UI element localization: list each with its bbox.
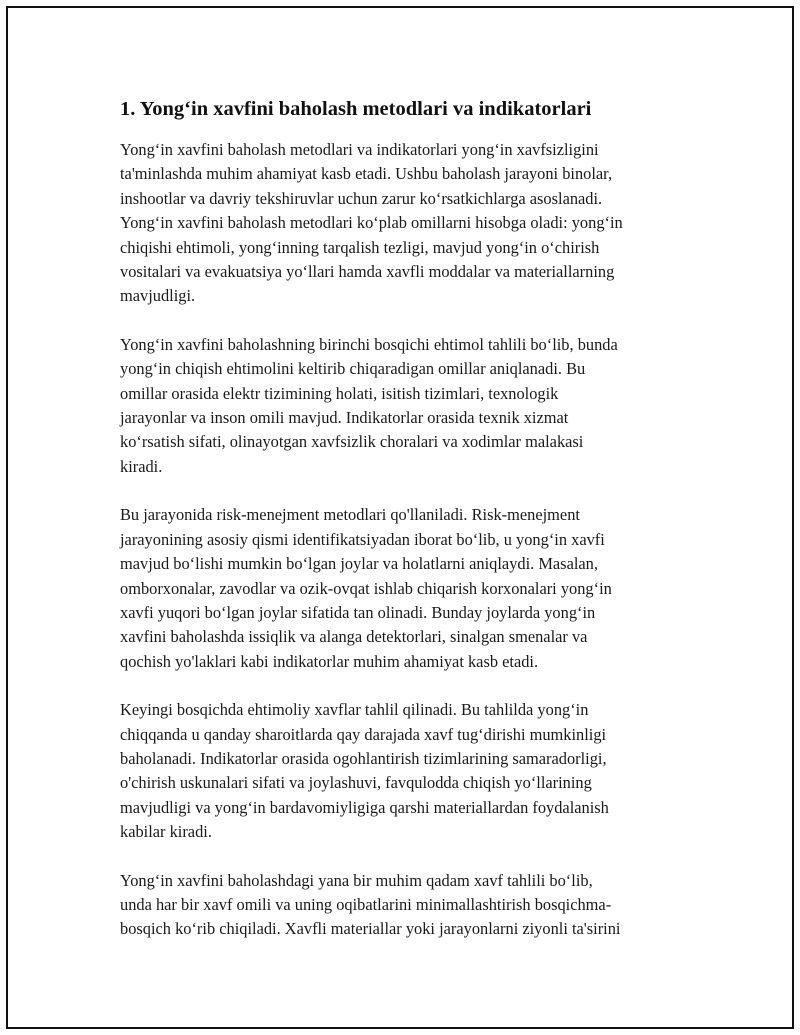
text-line: Bu jarayonida risk-menejment metodlari qo'llaniladi. Risk-menejment: [120, 505, 580, 525]
text-line: yong‘in chiqish ehtimolini keltirib chiqaradigan omillar aniqlanadi. Bu: [120, 359, 586, 379]
text-line: inshootlar va davriy tekshiruvlar uchun zarur ko‘rsatkichlarga asoslanadi.: [120, 188, 603, 208]
text-line: qochish yo'laklari kabi indikatorlar muhim ahamiyat kasb etadi.: [120, 651, 539, 671]
text-line: ko‘rsatish sifati, olinayotgan xavfsizlik choralari va xodimlar malakasi: [120, 432, 584, 452]
text-line: mavjud bo‘lishi mumkin bo‘lgan joylar va holatlarni aniqlaydi. Masalan,: [120, 554, 598, 574]
text-line: baholanadi. Indikatorlar orasida ogohlantirish tizimlarining samaradorligi,: [120, 748, 607, 768]
text-line: Yong‘in xavfini baholash metodlari va indikatorlari yong‘in xavfsizligini: [120, 140, 599, 159]
text-line: omborxonalar, zavodlar va ozik-ovqat ishlab chiqarish korxonalari yong‘in: [120, 578, 612, 598]
text-line: kabilar kiradi.: [120, 822, 212, 842]
text-line: xavfi yuqori bo‘lgan joylar sifatida tan olinadi. Bunday joylarda yong‘in: [120, 602, 596, 622]
text-line: Keyingi bosqichda ehtimoliy xavflar tahlil qilinadi. Bu tahlilda yong‘in: [120, 700, 589, 720]
text-line: Yong‘in xavfini baholash metodlari ko‘plab omillarni hisobga oladi: yong‘in: [120, 213, 623, 233]
text-line: chiqqanda u qanday sharoitlarda qay darajada xavf tug‘dirishi mumkinligi: [120, 724, 607, 744]
text-line: kiradi.: [120, 456, 163, 476]
text-line: Yong‘in xavfini baholashning birinchi bosqichi ehtimol tahlili bo‘lib, bunda: [120, 334, 618, 354]
paragraph-4: [120, 698, 700, 844]
section-heading: 1. Yong‘in xavfini baholash metodlari va indikatorlari: [120, 98, 592, 120]
document-page: [6, 6, 794, 1029]
paragraph-5: [120, 869, 700, 942]
document-body: [120, 96, 700, 966]
text-line: jarayonlar va inson omili mavjud. Indikatorlar orasida texnik xizmat: [120, 408, 569, 428]
text-line: chiqishi ehtimoli, yong‘inning tarqalish tezligi, mavjud yong‘in o‘chirish: [120, 237, 600, 257]
paragraph-1: [120, 138, 700, 309]
text-line: unda har bir xavf omili va uning oqibatlarini minimallashtirish bosqichma-: [120, 894, 612, 914]
paragraph-2: [120, 333, 700, 479]
text-line: o'chirish uskunalari sifati va joylashuvi, favqulodda chiqish yo‘llarining: [120, 773, 592, 793]
text-line: mavjudligi va yong‘in bardavomiyligiga qarshi materiallardan foydalanish: [120, 797, 609, 817]
paragraph-3: [120, 503, 700, 674]
text-line: Yong‘in xavfini baholashdagi yana bir muhim qadam xavf tahlili bo‘lib,: [120, 870, 593, 890]
text-line: ta'minlashda muhim ahamiyat kasb etadi. Ushbu baholash jarayoni binolar,: [120, 164, 613, 184]
text-line: bosqich ko‘rib chiqiladi. Xavfli materiallar yoki jarayonlarni ziyonli ta'sirini: [120, 919, 621, 939]
text-line: jarayonining asosiy qismi identifikatsiyadan iborat bo‘lib, u yong‘in xavfi: [120, 529, 605, 549]
text-line: xavfini baholashda issiqlik va alanga detektorlari, sinalgan smenalar va: [120, 627, 588, 647]
text-line: omillar orasida elektr tizimining holati, isitish tizimlari, texnologik: [120, 383, 559, 403]
text-line: mavjudligi.: [120, 286, 196, 306]
text-line: vositalari va evakuatsiya yo‘llari hamda xavfli moddalar va materiallarning: [120, 262, 615, 282]
